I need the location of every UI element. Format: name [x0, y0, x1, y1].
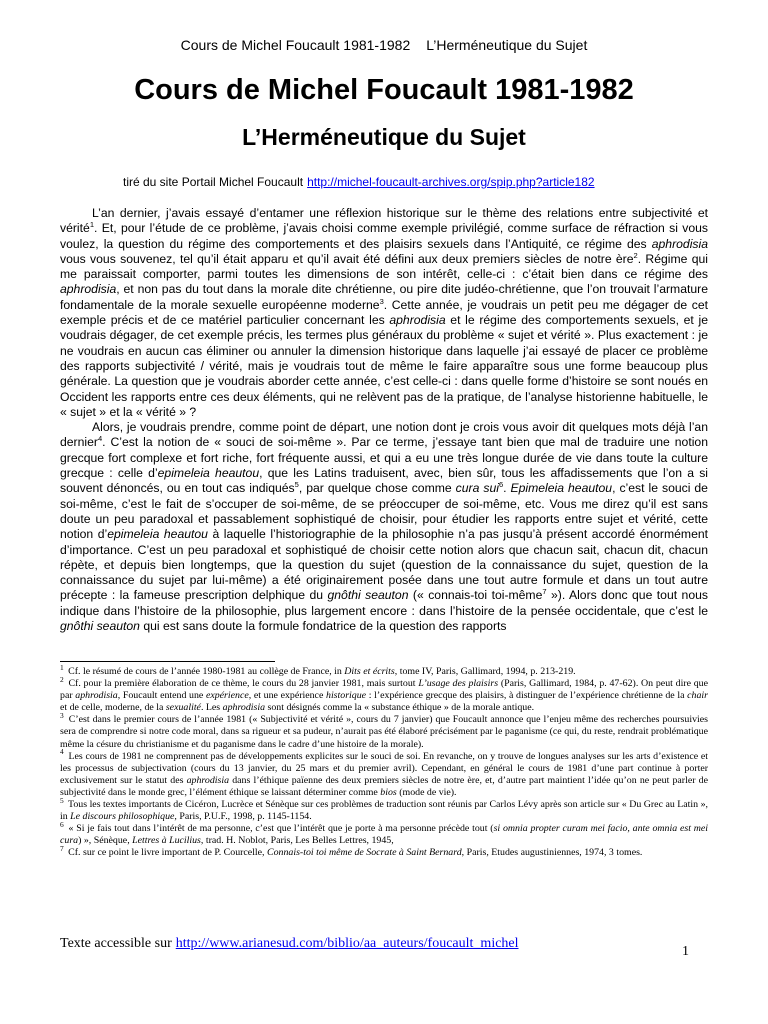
- footnote-number: 2: [60, 674, 64, 684]
- italic-term: sexualité: [165, 702, 201, 714]
- text-run: . Et, pour l’étude de ce problème, j’avais choisi comme exemple privilégié, comme surface de réfraction si vous voulez, la question du régime des comportements et des plaisirs sexuels dans l’Antiquité, ce régime des: [60, 221, 708, 251]
- footnote-number: 7: [60, 844, 64, 854]
- text-run: et le régime des comportements sexuels, et je voudrais dégager, de cet exemple précis, les termes plus généraux du problème « sujet et vérité ». Plus exactement : je ne voudrais en aucun cas éliminer ou annuler la dimension historique dans laquelle j’ai essayé de placer ce problème des rapports subjectivité / vérité, mais je voudrais tout de même le faire apparaître sous une forme beaucoup plus générale. La question que je voudrais aborder cette année, c’est celle-ci : dans quelle forme d’histoire se sont noués en Occident les rapports entre ces deux éléments, qui ne relèvent pas de la pratique, de l’analyse historienne habituelle, le « sujet » et la « vérité » ?: [60, 313, 708, 419]
- footnote-number: 3: [60, 711, 64, 721]
- footnote-number: 6: [60, 819, 64, 829]
- text-run: , Foucault entend une: [117, 690, 206, 702]
- italic-term: gnôthi seauton: [60, 619, 140, 634]
- text-run: , que les Latins traduisent, avec, bien sûr, tous les affadissements que l’on a si souvent dénoncés, ou en tout cas indiqués: [60, 466, 709, 496]
- footer-prefix: Texte accessible sur: [60, 936, 172, 951]
- paragraph-1: [60, 206, 708, 420]
- footnote-ref-4: 4: [97, 434, 103, 444]
- paragraph-2: [60, 420, 708, 634]
- text-run: Cf. pour la première élaboration de ce thème, le cours du 28 janvier 1981, mais surtout: [65, 678, 419, 690]
- text-run: L’an dernier, j’avais essayé d’entamer une réflexion historique sur le thème des relations entre subjectivité et vérité: [60, 206, 708, 236]
- text-run: . C’est la notion de « souci de soi-même ». Par ce terme, j’essaye tant bien que mal de traduire une notion grecque fort complexe et fort riche, fort fréquente aussi, et qui a eu une très longue durée de vie dans toute la culture grecque : celle d’: [60, 435, 708, 481]
- text-run: Les cours de 1981 ne comprennent pas de développements explicites sur le souci de soi. En revanche, on y trouve de longues analyses sur les arts d’existence et les processus de subjectivation (cours du 13 janvier, du 25 mars et du premier avril). Cependant, en général le cours de 1981 d’une part continue à porter exclusivement sur le statut des: [60, 750, 708, 786]
- italic-term: aphrodisia: [60, 282, 117, 297]
- text-run: ) », Sénèque,: [78, 835, 133, 847]
- text-run: , Paris, Etudes augustiniennes, 1974, 3 tomes.: [461, 847, 643, 859]
- italic-term: expérience: [205, 690, 249, 702]
- text-run: qui est sans doute la formule fondatrice de la question des rapports: [139, 619, 507, 634]
- text-run: .: [503, 481, 511, 496]
- footnote-separator: [60, 661, 275, 662]
- text-run: à laquelle l’historiographie de la philosophie n’a pas jusqu’à présent accordé énormément d’importance. C’est un peu paradoxal et sophistiqué de choisir cette notion alors que chacun sait, chacun dit, chacun répète, et depuis bien longtemps, que la question du sujet (question de la connaissance du sujet, question de la connaissance du sujet par lui-même) a été originairement posée dans une tout autre formule et dans un tout autre précepte : la fameuse prescription delphique du: [60, 527, 709, 603]
- text-run: , par quelque chose comme: [298, 481, 456, 496]
- footnote-ref-5: 5: [294, 480, 299, 490]
- source-prefix: tiré du site Portail Michel Foucault: [123, 175, 304, 189]
- document-title: Cours de Michel Foucault 1981-1982: [134, 74, 634, 106]
- page-number: 1: [682, 944, 689, 959]
- text-run: , et une expérience: [248, 690, 326, 702]
- text-run: (Paris, Gallimard, 1984, p. 47-62). On peut dire que par: [60, 678, 708, 702]
- text-run: , Paris, P.U.F., 1998, p. 1145-1154.: [174, 811, 312, 823]
- page-footer: [60, 936, 708, 952]
- text-run: »). Alors donc que tout nous indique dans l’histoire de la philosophie, plus largement encore : dans l’histoire de la pensée occidentale, que c’est le: [60, 588, 708, 618]
- text-run: Tous les textes importants de Cicéron, Lucrèce et Sénèque sur ces problèmes de traduction sont réunis par Carlos Lévy après son article sur « Du Grec au Latin », in: [60, 799, 708, 823]
- footnote-ref-7: 7: [542, 587, 547, 597]
- text-run: . Cette année, je voudrais un petit peu me dégager de cet exemple précis et de ce matériel particulier concernant les: [60, 297, 708, 328]
- footnote-number: 1: [60, 662, 64, 672]
- italic-term: aphrodisia: [186, 774, 230, 786]
- main-text: [60, 206, 708, 634]
- italic-term: gnôthi seauton: [327, 588, 409, 603]
- footnote-number: 5: [60, 795, 64, 805]
- italic-term: chair: [687, 690, 708, 702]
- text-run: Alors, je voudrais prendre, comme point de départ, une notion dont je crois vous avoir dit quelques mots déjà l’an dernier: [60, 420, 708, 450]
- italic-term: Lettres à Lucilius: [132, 835, 201, 847]
- italic-term: bios: [380, 786, 397, 798]
- italic-term: aphrodisia: [75, 690, 118, 702]
- italic-term: aphrodisia: [651, 236, 708, 251]
- running-header-course: Cours de Michel Foucault 1981-1982: [180, 37, 411, 53]
- footnote-ref-2: 2: [633, 250, 638, 260]
- footnote-ref-1: 1: [89, 220, 95, 230]
- footnote-number: 4: [60, 747, 64, 757]
- footnote-6: [60, 819, 709, 847]
- text-run: . Régime qui me paraissait comporter, parmi toutes les dimensions de son intérêt, celle-ci : c’était bien dans ce régime des: [60, 251, 709, 282]
- text-run: « Si je fais tout dans l’intérêt de ma personne, c’est que l’intérêt que je porte à ma personne précède tout (: [65, 823, 494, 835]
- footnotes: [60, 662, 709, 860]
- italic-term: Connais-toi toi même de Socrate à Saint Bernard: [267, 847, 462, 859]
- document-subtitle: L’Herméneutique du Sujet: [242, 124, 526, 150]
- footnote-4: [60, 747, 708, 799]
- text-run: sont désignés comme la « substance éthique » de la morale antique.: [265, 702, 535, 714]
- text-run: . Les: [200, 702, 223, 714]
- footnote-ref-6: 6: [498, 480, 504, 490]
- text-run: Cf. sur ce point le livre important de P. Courcelle,: [65, 847, 267, 859]
- footnote-1: [60, 662, 708, 678]
- italic-term: si omnia propter curam mei facio, ante omnia est mei cura: [60, 823, 709, 847]
- footnote-3: [60, 711, 708, 750]
- footnote-ref-3: 3: [379, 296, 384, 306]
- source-link[interactable]: http://michel-foucault-archives.org/spip.php?article182: [307, 175, 595, 189]
- text-run: , et non pas du tout dans la morale dite chrétienne, ou pire dite judéo-chrétienne, que l’on trouvait l’armature fondamentale de la morale sexuelle européenne moderne: [60, 282, 708, 312]
- text-run: , trad. H. Noblot, Paris, Les Belles Lettres, 1945,: [200, 835, 394, 847]
- running-header-work: L’Herméneutique du Sujet: [426, 37, 588, 53]
- italic-term: cura sui: [455, 481, 499, 496]
- italic-term: L’usage des plaisirs: [418, 678, 499, 690]
- text-run: : l’expérience grecque des plaisirs, à distinguer de l’expérience chrétienne de la: [366, 690, 688, 702]
- footnote-5: [60, 795, 708, 823]
- italic-term: aphrodisia: [222, 702, 266, 714]
- italic-term: Le discours philosophique: [70, 811, 175, 823]
- italic-term: Dits et écrits: [344, 666, 395, 677]
- text-run: vous vous souvenez, tel qu’il était apparu et qu’il avait été défini aux deux premiers siècles de notre ère: [60, 251, 634, 266]
- italic-term: epimeleia heautou: [157, 466, 260, 481]
- running-header: [0, 37, 768, 53]
- text-run: (« connais-toi toi-même: [408, 588, 543, 603]
- text-run: Cf. le résumé de cours de l’année 1980-1981 au collège de France, in: [65, 666, 345, 677]
- text-run: et de celle, moderne, de la: [60, 702, 166, 714]
- italic-term: Epimeleia heautou: [510, 481, 613, 496]
- footnote-2: [60, 674, 708, 714]
- text-run: , c’est le souci de soi-même, c’est le fait de s’occuper de soi-même, de se préoccuper de soi-même, etc. Vous me direz qu’il est sans doute un peu paradoxal et passablement sophistiqué de choisir, pour étudier les rapports entre sujet et vérité, cette notion d’: [60, 481, 708, 542]
- footer-link[interactable]: http://www.arianesud.com/biblio/aa_auteurs/foucault_michel: [175, 936, 519, 951]
- italic-term: historique: [326, 690, 367, 702]
- text-run: , tome IV, Paris, Gallimard, 1994, p. 213-219.: [394, 666, 576, 677]
- footnote-7: [60, 844, 708, 859]
- italic-term: epimeleia heautou: [107, 527, 208, 542]
- italic-term: aphrodisia: [389, 313, 446, 328]
- source-line: [123, 175, 723, 189]
- text-run: dans l’éthique païenne des deux premiers siècles de notre ère, et, d’autre part maintient l’idée qu’on ne peut parler de subjectivité dans le monde grec, l’élément éthique se laissant déterminer comme: [60, 774, 708, 798]
- text-run: C’est dans le premier cours de l’année 1981 (« Subjectivité et vérité », cours du 7 janvier) que Foucault annonce que l’enjeu même des recherches poursuivies sera de comprendre si notre code moral, dans sa rigueur et sa pudeur, n’aurait pas été élaboré précisément par le paganisme (ce qui, du reste, rendrait problématique même la césure du christianisme et du paganisme dans le cadre d’une histoire de la morale).: [60, 714, 708, 750]
- text-run: (mode de vie).: [396, 786, 457, 798]
